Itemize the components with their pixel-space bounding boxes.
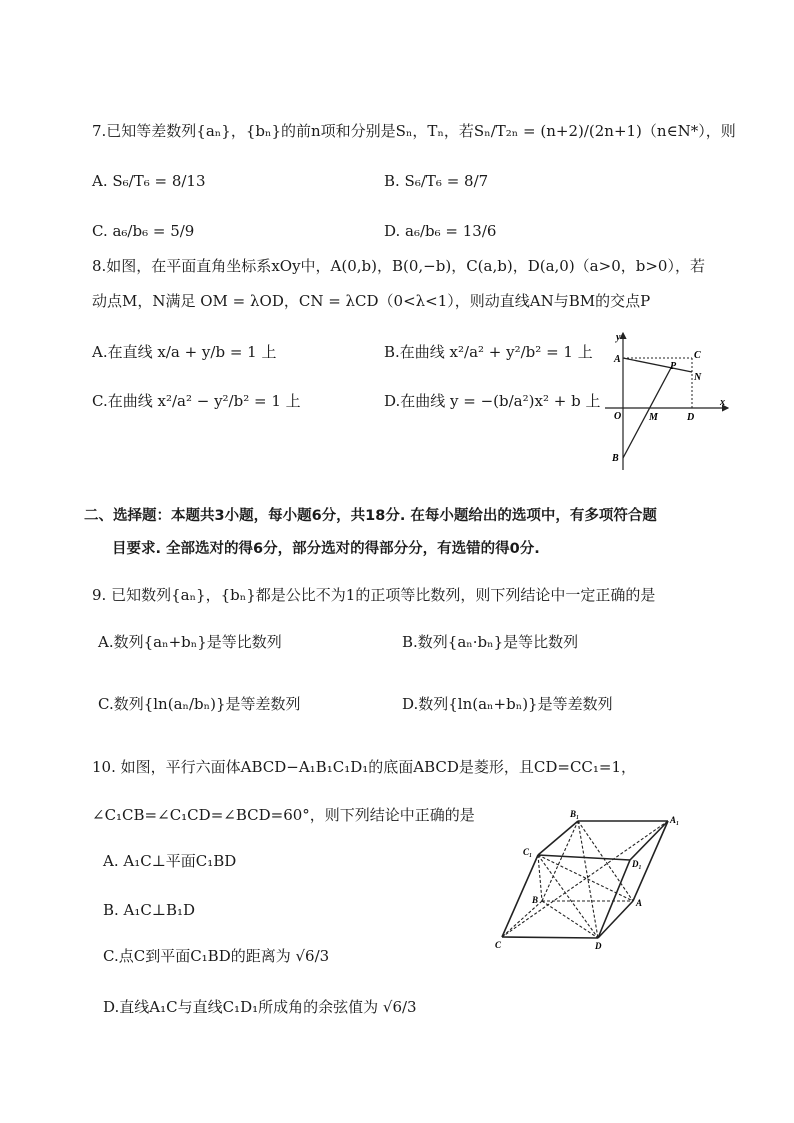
label-c1: C₁ xyxy=(523,847,533,857)
diagonal-b1-a xyxy=(578,821,633,901)
q8-stem-line1: 8.如图，在平面直角坐标系xOy中，A(0,b)，B(0,−b)，C(a,b)，D(a,0)（a>0，b>0），若 xyxy=(92,257,705,275)
q7-option-b: B. S₆/T₆ = 8/7 xyxy=(384,172,489,190)
q7-option-d: D. a₆/b₆ = 13/6 xyxy=(384,222,497,240)
q10-option-b: B. A₁C⊥B₁D xyxy=(103,901,196,919)
label-a1: A₁ xyxy=(670,815,680,825)
edge-d-a xyxy=(598,901,633,938)
label-d: D xyxy=(595,941,602,951)
q8-option-d: D.在曲线 y = −(b/a²)x² + b 上 xyxy=(384,392,601,410)
edge-a1-d1 xyxy=(630,821,668,860)
q8-stem-line2: 动点M，N满足 OM = λOD，CN = λCD（0<λ<1），则动直线AN与BM的交点P xyxy=(92,292,651,310)
q7-stem: 7.已知等差数列{aₙ}，{bₙ}的前n项和分别是Sₙ，Tₙ，若Sₙ/T₂ₙ = (n+2)/(2n+1)（n∈N*），则 xyxy=(92,122,736,140)
diagonal-b-d xyxy=(542,901,598,938)
label-a: A xyxy=(614,354,621,365)
q9-option-d: D.数列{ln(aₙ+bₙ)}是等差数列 xyxy=(402,695,613,713)
edge-b-b1 xyxy=(542,821,578,901)
q10-stem-line1: 10. 如图，平行六面体ABCD−A₁B₁C₁D₁的底面ABCD是菱形，且CD=CC₁=1， xyxy=(92,758,637,776)
label-d1: D₁ xyxy=(632,859,642,869)
label-b: B xyxy=(612,453,619,464)
label-y: y xyxy=(616,332,621,343)
label-p: P xyxy=(670,361,677,372)
line-an xyxy=(623,358,692,372)
edge-c-d xyxy=(502,937,598,938)
section2-heading-line1: 二、选择题：本题共3小题，每小题6分，共18分. 在每小题给出的选项中，有多项符合题 xyxy=(84,508,657,524)
q10-option-c: C.点C到平面C₁BD的距离为 √6/3 xyxy=(103,947,330,965)
q10-parallelepiped-figure xyxy=(490,805,700,955)
q8-option-a: A.在直线 x/a + y/b = 1 上 xyxy=(92,343,277,361)
line-bm xyxy=(623,366,672,458)
label-d: D xyxy=(687,412,695,423)
label-a: A xyxy=(636,898,643,908)
label-x: x xyxy=(720,397,725,408)
q10-option-a: A. A₁C⊥平面C₁BD xyxy=(103,852,237,870)
q8-coordinate-figure xyxy=(590,325,740,475)
edge-b-c xyxy=(502,901,542,937)
q8-option-c: C.在曲线 x²/a² − y²/b² = 1 上 xyxy=(92,392,301,410)
label-o: O xyxy=(614,411,622,422)
section2-heading-line2: 目要求. 全部选对的得6分，部分选对的得部分分，有选错的得0分. xyxy=(112,541,540,557)
label-c: C xyxy=(694,350,701,361)
q8-option-b: B.在曲线 x²/a² + y²/b² = 1 上 xyxy=(384,343,593,361)
label-b: B xyxy=(532,895,539,905)
q9-option-b: B.数列{aₙ·bₙ}是等比数列 xyxy=(402,633,579,651)
q9-option-c: C.数列{ln(aₙ/bₙ)}是等差数列 xyxy=(98,695,301,713)
q9-option-a: A.数列{aₙ+bₙ}是等比数列 xyxy=(98,633,282,651)
diagonal-c1-b xyxy=(538,855,542,901)
label-n: N xyxy=(694,372,702,383)
q9-stem: 9. 已知数列{aₙ}，{bₙ}都是公比不为1的正项等比数列，则下列结论中一定正确的是 xyxy=(92,586,656,604)
q10-option-d: D.直线A₁C与直线C₁D₁所成角的余弦值为 √6/3 xyxy=(103,998,417,1016)
q7-option-a: A. S₆/T₆ = 8/13 xyxy=(92,172,206,190)
edge-b1-c1 xyxy=(538,821,578,855)
q10-stem-line2: ∠C₁CB=∠C₁CD=∠BCD=60°，则下列结论中正确的是 xyxy=(92,806,475,824)
label-m: M xyxy=(649,412,658,423)
diagonal-c1-d xyxy=(538,855,598,938)
label-b1: B₁ xyxy=(570,809,580,819)
q7-option-c: C. a₆/b₆ = 5/9 xyxy=(92,222,195,240)
edge-d1-d xyxy=(598,860,630,938)
label-c: C xyxy=(495,940,502,950)
